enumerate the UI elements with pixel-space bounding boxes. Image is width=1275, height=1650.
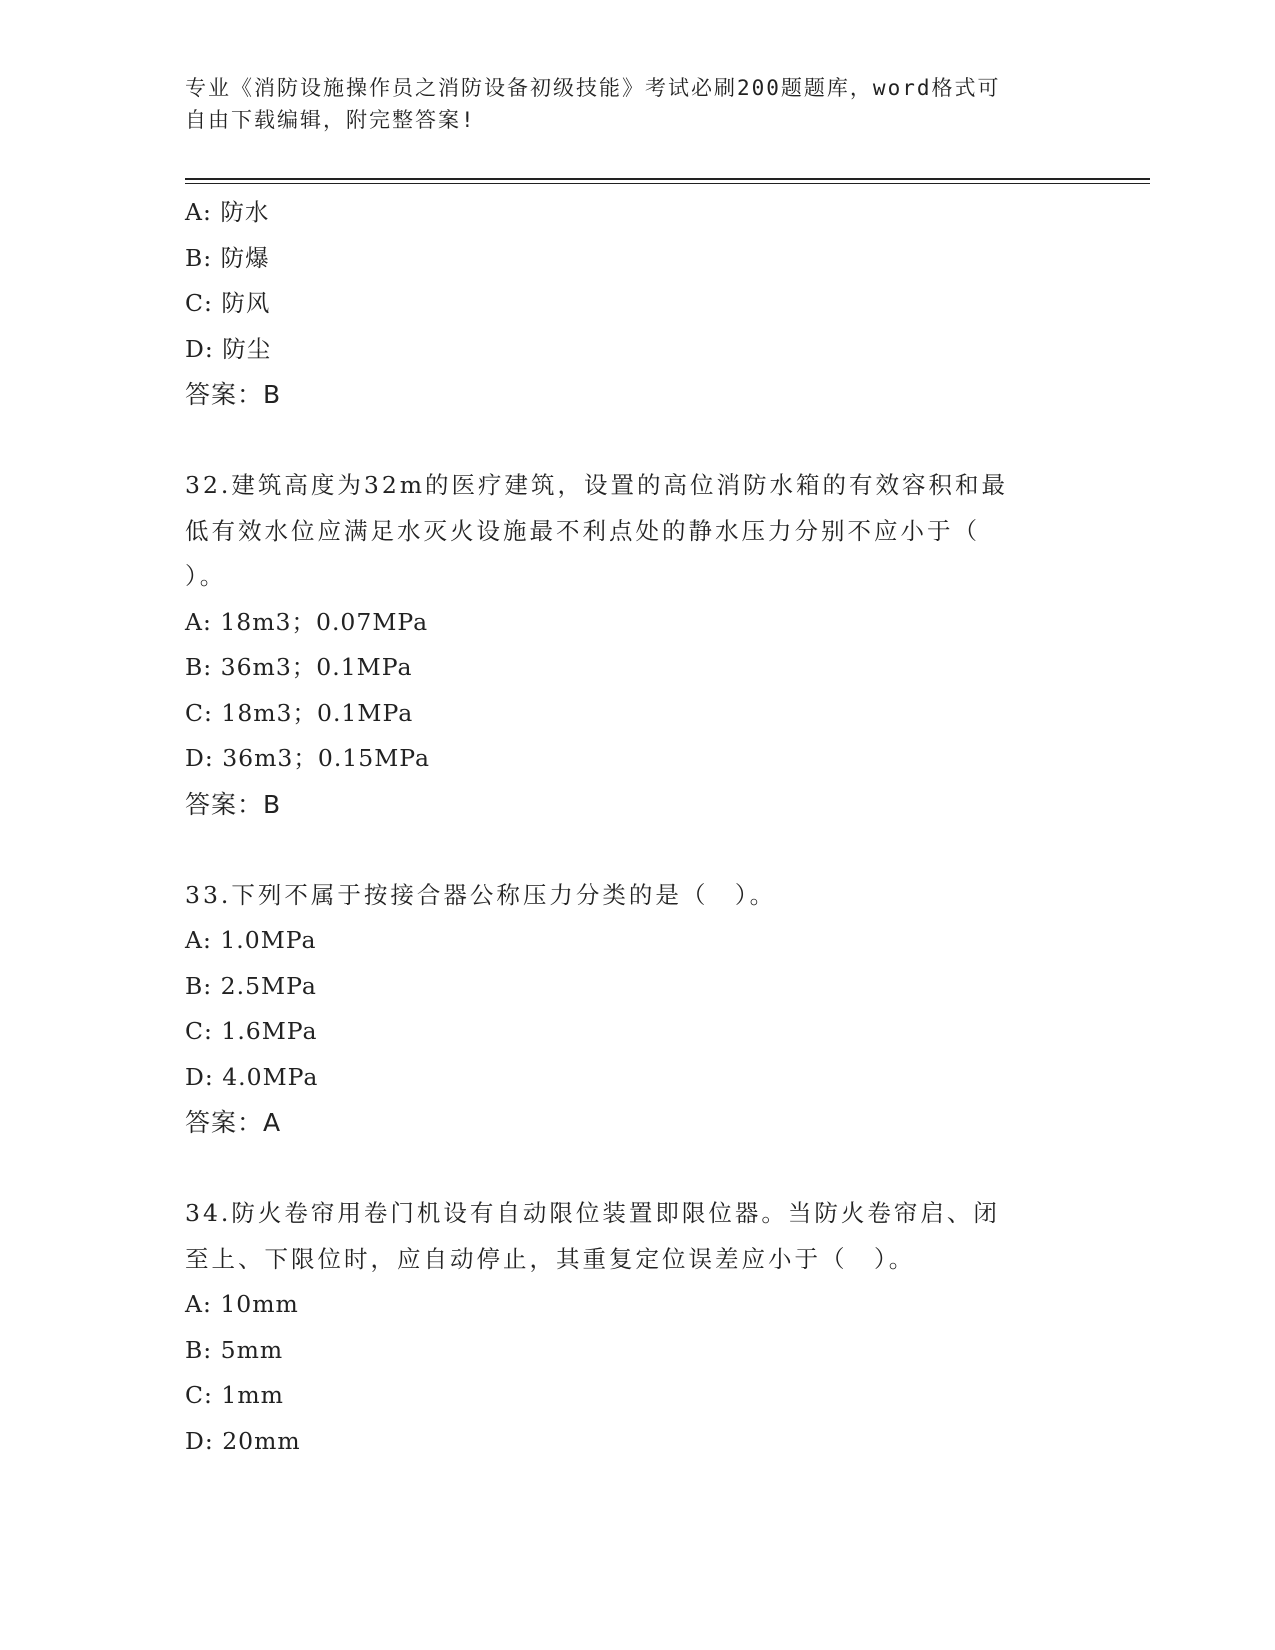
option-b: B: 2.5MPa	[185, 971, 317, 1000]
option-d: D: 20mm	[185, 1426, 301, 1455]
option-c: C: 1mm	[185, 1381, 284, 1409]
question-block	[185, 463, 1085, 827]
answer-line: 答案：B	[185, 789, 282, 819]
question-text-line: 33.下列不属于按接合器公称压力分类的是（ ）。	[185, 880, 777, 909]
option-c: C: 防风	[185, 289, 271, 317]
question-block	[185, 1191, 1085, 1464]
option-a: A: 1.0MPa	[185, 926, 317, 954]
option-a: A: 10mm	[185, 1290, 299, 1318]
option-a: A: 防水	[185, 198, 270, 226]
option-b: B: 36m3；0.1MPa	[185, 653, 413, 681]
header-line-2: 自由下载编辑，附完整答案!	[185, 108, 476, 132]
option-c: C: 18m3；0.1MPa	[185, 698, 414, 727]
document-header	[185, 72, 1075, 136]
option-d: D: 4.0MPa	[185, 1062, 319, 1091]
option-c: C: 1.6MPa	[185, 1017, 318, 1045]
question-text-line: 至上、下限位时，应自动停止，其重复定位误差应小于（ ）。	[185, 1244, 916, 1273]
option-b: B: 5mm	[185, 1335, 284, 1364]
option-a: A: 18m3；0.07MPa	[185, 607, 429, 636]
option-d: D: 防尘	[185, 334, 272, 363]
answer-line: 答案：A	[185, 1108, 282, 1137]
question-block	[185, 873, 1085, 1146]
spacer	[185, 1146, 1085, 1192]
question-text-line: 32.建筑高度为32m的医疗建筑，设置的高位消防水箱的有效容积和最	[185, 471, 1009, 499]
question-block	[185, 190, 1085, 418]
spacer	[185, 418, 1085, 464]
option-b: B: 防爆	[185, 243, 270, 272]
question-text-line: 34.防火卷帘用卷门机设有自动限位装置即限位器。当防火卷帘启、闭	[185, 1199, 1000, 1227]
header-rule-thin	[185, 183, 1150, 184]
answer-line: 答案：B	[185, 380, 282, 409]
header-rule-thick	[185, 178, 1150, 180]
question-text-line: ）。	[185, 562, 227, 590]
option-d: D: 36m3；0.15MPa	[185, 744, 431, 772]
header-line-1: 专业《消防设施操作员之消防设备初级技能》考试必刷200题题库，word格式可	[185, 76, 1001, 100]
question-list	[185, 190, 1085, 1464]
spacer	[185, 827, 1085, 873]
question-text-line: 低有效水位应满足水灭火设施最不利点处的静水压力分别不应小于（	[185, 516, 980, 545]
